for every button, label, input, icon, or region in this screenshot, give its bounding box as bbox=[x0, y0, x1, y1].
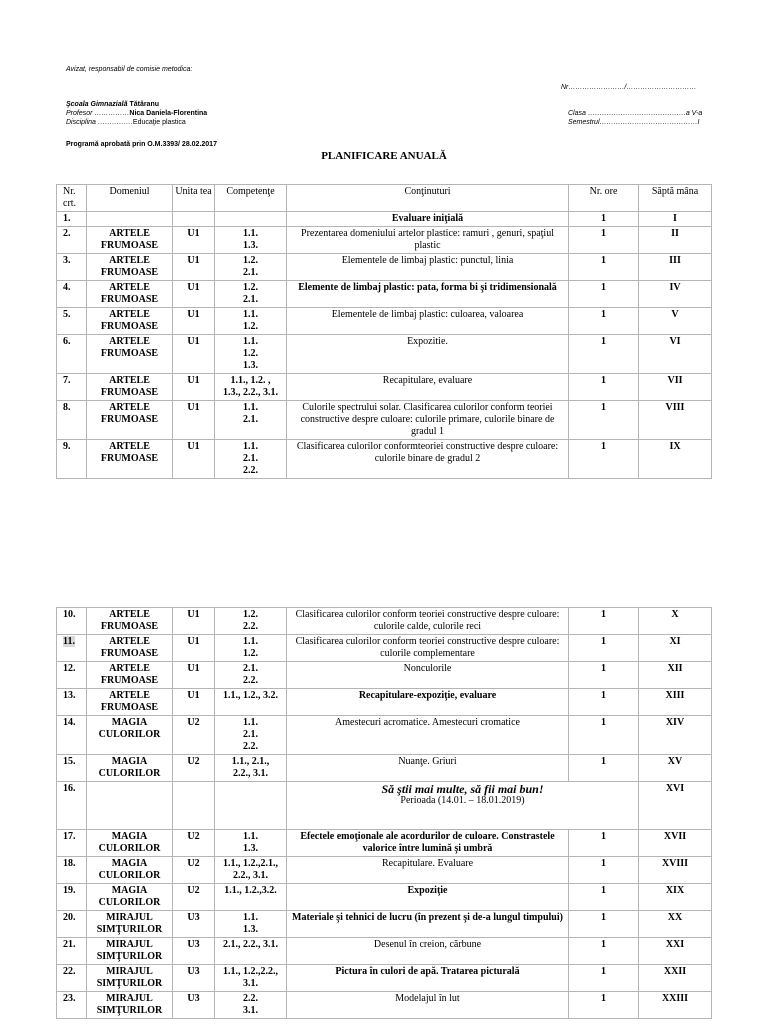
teacher-line bbox=[66, 110, 207, 117]
row-contents: Prezentarea domeniului artelor plastice: ramuri , genuri, spaţiul plastic bbox=[287, 227, 569, 254]
teacher-label: Profesor …………… bbox=[66, 110, 130, 117]
row-domain: MAGIA CULORILOR bbox=[87, 884, 173, 911]
table-row bbox=[57, 440, 712, 479]
row-contents: Expozitie. bbox=[287, 335, 569, 374]
row-domain: ARTELE FRUMOASE bbox=[87, 254, 173, 281]
row-hours: 1 bbox=[569, 635, 639, 662]
row-domain: MIRAJUL SIMŢURILOR bbox=[87, 938, 173, 965]
row-week: XVIII bbox=[639, 857, 712, 884]
row-contents: Recapitulare, evaluare bbox=[287, 374, 569, 401]
semester-line: Semestrul……………………………………I bbox=[568, 119, 700, 126]
row-competences: 1.1. 1.3. bbox=[215, 911, 287, 938]
row-week: VI bbox=[639, 335, 712, 374]
row-week: IV bbox=[639, 281, 712, 308]
planning-table-part1 bbox=[56, 184, 712, 479]
row-number: 16. bbox=[57, 782, 87, 830]
header-unit: Unita tea bbox=[173, 185, 215, 212]
event-title: Să ştii mai multe, să fii mai bun! bbox=[381, 782, 544, 796]
row-contents: Clasificarea culorilor conform teoriei constructive despre culoare: culorile calde, culorile reci bbox=[287, 608, 569, 635]
table-row bbox=[57, 755, 712, 782]
school-line bbox=[66, 101, 159, 108]
row-domain: MIRAJUL SIMŢURILOR bbox=[87, 965, 173, 992]
table-row bbox=[57, 254, 712, 281]
row-number: 5. bbox=[57, 308, 87, 335]
table-body-part1 bbox=[57, 212, 712, 479]
row-number: 3. bbox=[57, 254, 87, 281]
event-period: Perioada (14.01. – 18.01.2019) bbox=[400, 795, 525, 806]
row-hours: 1 bbox=[569, 884, 639, 911]
row-domain: MAGIA CULORILOR bbox=[87, 716, 173, 755]
table-row bbox=[57, 965, 712, 992]
row-domain: MIRAJUL SIMŢURILOR bbox=[87, 992, 173, 1019]
row-unit: U1 bbox=[173, 281, 215, 308]
row-contents: Modelajul în lut bbox=[287, 992, 569, 1019]
row-week: VIII bbox=[639, 401, 712, 440]
row-competences: 1.1., 2.1., 2.2., 3.1. bbox=[215, 755, 287, 782]
table-row bbox=[57, 992, 712, 1019]
row-competences: 2.1., 2.2., 3.1. bbox=[215, 938, 287, 965]
row-week: XIII bbox=[639, 689, 712, 716]
row-week: VII bbox=[639, 374, 712, 401]
table-row bbox=[57, 608, 712, 635]
row-unit: U1 bbox=[173, 335, 215, 374]
row-unit: U2 bbox=[173, 884, 215, 911]
row-competences: 1.1., 1.2.,2.1., 2.2., 3.1. bbox=[215, 857, 287, 884]
row-contents: Nuanţe. Griuri bbox=[287, 755, 569, 782]
row-week: XX bbox=[639, 911, 712, 938]
row-competences: 1.1. 1.3. bbox=[215, 830, 287, 857]
row-hours: 1 bbox=[569, 374, 639, 401]
programme-approval: Programă aprobată prin O.M.3393/ 28.02.2017 bbox=[66, 141, 217, 148]
row-contents: Desenul în creion, cărbune bbox=[287, 938, 569, 965]
row-unit: U1 bbox=[173, 308, 215, 335]
row-number: 13. bbox=[57, 689, 87, 716]
header-contents: Conţinuturi bbox=[287, 185, 569, 212]
row-number: 12. bbox=[57, 662, 87, 689]
discipline-line bbox=[66, 119, 186, 126]
row-week: XXI bbox=[639, 938, 712, 965]
row-competences: 1.1. 2.1. bbox=[215, 401, 287, 440]
row-number: 9. bbox=[57, 440, 87, 479]
row-unit bbox=[173, 212, 215, 227]
row-domain: ARTELE FRUMOASE bbox=[87, 335, 173, 374]
row-competences: 1.1. 1.3. bbox=[215, 227, 287, 254]
row-hours: 1 bbox=[569, 254, 639, 281]
row-domain bbox=[87, 782, 173, 830]
header-competences: Competenţe bbox=[215, 185, 287, 212]
row-hours: 1 bbox=[569, 281, 639, 308]
row-competences: 1.1., 1.2.,3.2. bbox=[215, 884, 287, 911]
row-domain: ARTELE FRUMOASE bbox=[87, 227, 173, 254]
row-unit: U1 bbox=[173, 689, 215, 716]
row-competences: 1.1. 1.2. bbox=[215, 635, 287, 662]
school-label: Şcoala Gimnazială bbox=[66, 101, 128, 108]
discipline-value: Educaţie plastica bbox=[132, 119, 186, 126]
row-week: XVI bbox=[639, 782, 712, 830]
row-unit: U1 bbox=[173, 254, 215, 281]
table-row bbox=[57, 227, 712, 254]
row-unit: U3 bbox=[173, 965, 215, 992]
table-row bbox=[57, 830, 712, 857]
row-unit: U2 bbox=[173, 830, 215, 857]
row-week: XII bbox=[639, 662, 712, 689]
table-row bbox=[57, 938, 712, 965]
row-competences bbox=[215, 782, 287, 830]
discipline-label: Disciplina …………… bbox=[66, 119, 133, 126]
row-hours: 1 bbox=[569, 662, 639, 689]
row-hours: 1 bbox=[569, 857, 639, 884]
row-unit: U2 bbox=[173, 857, 215, 884]
header-hours: Nr. ore bbox=[569, 185, 639, 212]
row-hours: 1 bbox=[569, 830, 639, 857]
row-competences: 1.1., 1.2. , 1.3., 2.2., 3.1. bbox=[215, 374, 287, 401]
row-domain bbox=[87, 212, 173, 227]
row-number: 10. bbox=[57, 608, 87, 635]
row-contents: Expoziţie bbox=[287, 884, 569, 911]
table-row bbox=[57, 401, 712, 440]
row-domain: MAGIA CULORILOR bbox=[87, 857, 173, 884]
header-week: Săptă mâna bbox=[639, 185, 712, 212]
row-unit: U2 bbox=[173, 716, 215, 755]
row-competences: 1.1., 1.2., 3.2. bbox=[215, 689, 287, 716]
row-competences: 1.2. 2.1. bbox=[215, 254, 287, 281]
table-row bbox=[57, 689, 712, 716]
row-domain: ARTELE FRUMOASE bbox=[87, 689, 173, 716]
row-number: 15. bbox=[57, 755, 87, 782]
row-contents: Elementele de limbaj plastic: culoarea, valoarea bbox=[287, 308, 569, 335]
table-row bbox=[57, 281, 712, 308]
row-domain: ARTELE FRUMOASE bbox=[87, 662, 173, 689]
row-unit: U3 bbox=[173, 911, 215, 938]
row-hours: 1 bbox=[569, 965, 639, 992]
header-nr: Nr. crt. bbox=[57, 185, 87, 212]
row-contents: Amestecuri acromatice. Amestecuri cromatice bbox=[287, 716, 569, 755]
row-contents: Recapitulare. Evaluare bbox=[287, 857, 569, 884]
highlighted-number: 11. bbox=[63, 636, 75, 647]
row-hours: 1 bbox=[569, 938, 639, 965]
row-unit: U2 bbox=[173, 755, 215, 782]
row-unit: U1 bbox=[173, 440, 215, 479]
row-unit: U1 bbox=[173, 401, 215, 440]
table-row bbox=[57, 635, 712, 662]
row-domain: ARTELE FRUMOASE bbox=[87, 401, 173, 440]
row-competences: 1.1. 2.1. 2.2. bbox=[215, 440, 287, 479]
row-number: 18. bbox=[57, 857, 87, 884]
row-contents: Recapitulare-expoziţie, evaluare bbox=[287, 689, 569, 716]
school-value: Tătăranu bbox=[129, 101, 159, 108]
row-unit: U3 bbox=[173, 938, 215, 965]
table-row bbox=[57, 857, 712, 884]
row-week: I bbox=[639, 212, 712, 227]
row-competences: 1.2. 2.2. bbox=[215, 608, 287, 635]
row-number: 6. bbox=[57, 335, 87, 374]
row-week: IX bbox=[639, 440, 712, 479]
row-number: 4. bbox=[57, 281, 87, 308]
row-week: XIV bbox=[639, 716, 712, 755]
table-body-part2 bbox=[57, 608, 712, 1019]
special-event-row bbox=[57, 782, 712, 830]
row-competences bbox=[215, 212, 287, 227]
row-hours: 1 bbox=[569, 911, 639, 938]
page-title: PLANIFICARE ANUALĂ bbox=[321, 150, 447, 162]
row-competences: 1.1. 1.2. bbox=[215, 308, 287, 335]
row-week: III bbox=[639, 254, 712, 281]
row-week: XV bbox=[639, 755, 712, 782]
row-domain: MAGIA CULORILOR bbox=[87, 830, 173, 857]
table-row bbox=[57, 662, 712, 689]
avizat-text: Avizat, responsabil de comisie metodica: bbox=[66, 66, 193, 73]
header-domain: Domeniul bbox=[87, 185, 173, 212]
row-contents: Elementele de limbaj plastic: punctul, linia bbox=[287, 254, 569, 281]
row-number: 8. bbox=[57, 401, 87, 440]
row-week: XXIII bbox=[639, 992, 712, 1019]
row-competences: 2.1. 2.2. bbox=[215, 662, 287, 689]
row-week: II bbox=[639, 227, 712, 254]
row-competences: 1.1., 1.2.,2.2., 3.1. bbox=[215, 965, 287, 992]
row-hours: 1 bbox=[569, 992, 639, 1019]
row-week: XVII bbox=[639, 830, 712, 857]
row-hours: 1 bbox=[569, 689, 639, 716]
row-contents: Materiale şi tehnici de lucru (în prezent şi de-a lungul timpului) bbox=[287, 911, 569, 938]
row-hours: 1 bbox=[569, 716, 639, 755]
row-number: 21. bbox=[57, 938, 87, 965]
row-unit: U1 bbox=[173, 227, 215, 254]
row-week: X bbox=[639, 608, 712, 635]
row-hours: 1 bbox=[569, 401, 639, 440]
class-line: Clasa ……………………………………a V-a bbox=[568, 110, 703, 117]
row-competences: 1.1. 1.2. 1.3. bbox=[215, 335, 287, 374]
row-unit: U1 bbox=[173, 608, 215, 635]
row-contents: Nonculorile bbox=[287, 662, 569, 689]
row-hours: 1 bbox=[569, 335, 639, 374]
row-number: 20. bbox=[57, 911, 87, 938]
table-row bbox=[57, 335, 712, 374]
row-number: 17. bbox=[57, 830, 87, 857]
table-row bbox=[57, 911, 712, 938]
table-row bbox=[57, 212, 712, 227]
registration-number: Nr……………………/………………………… bbox=[561, 84, 697, 91]
row-domain: ARTELE FRUMOASE bbox=[87, 440, 173, 479]
row-number: 1. bbox=[57, 212, 87, 227]
table-row bbox=[57, 884, 712, 911]
row-competences: 1.2. 2.1. bbox=[215, 281, 287, 308]
row-number bbox=[57, 635, 87, 662]
row-unit: U1 bbox=[173, 374, 215, 401]
row-week: V bbox=[639, 308, 712, 335]
row-unit: U1 bbox=[173, 635, 215, 662]
row-competences: 1.1. 2.1. 2.2. bbox=[215, 716, 287, 755]
row-domain: MAGIA CULORILOR bbox=[87, 755, 173, 782]
row-competences: 2.2. 3.1. bbox=[215, 992, 287, 1019]
row-domain: ARTELE FRUMOASE bbox=[87, 308, 173, 335]
row-number: 14. bbox=[57, 716, 87, 755]
row-number: 2. bbox=[57, 227, 87, 254]
row-hours: 1 bbox=[569, 308, 639, 335]
table-row bbox=[57, 308, 712, 335]
row-contents: Culorile spectrului solar. Clasificarea culorilor conform teoriei constructive despre culoare: culorile primare, culorile binare de gradul 1 bbox=[287, 401, 569, 440]
row-week: XXII bbox=[639, 965, 712, 992]
row-domain: ARTELE FRUMOASE bbox=[87, 635, 173, 662]
row-hours: 1 bbox=[569, 755, 639, 782]
row-contents: Clasificarea culorilor conform teoriei constructive despre culoare: culorile complementare bbox=[287, 635, 569, 662]
row-number: 22. bbox=[57, 965, 87, 992]
row-contents: Efectele emoţionale ale acordurilor de culoare. Constrastele valorice între lumină şi umbră bbox=[287, 830, 569, 857]
row-week: XIX bbox=[639, 884, 712, 911]
row-number: 23. bbox=[57, 992, 87, 1019]
table-header-row bbox=[57, 185, 712, 212]
row-contents: Clasificarea culorilor conformteoriei constructive despre culoare: culorile binare de gradul 2 bbox=[287, 440, 569, 479]
row-contents: Pictura în culori de apă. Tratarea picturală bbox=[287, 965, 569, 992]
row-domain: ARTELE FRUMOASE bbox=[87, 281, 173, 308]
row-number: 19. bbox=[57, 884, 87, 911]
row-contents: Evaluare iniţială bbox=[287, 212, 569, 227]
table-row bbox=[57, 374, 712, 401]
row-contents: Elemente de limbaj plastic: pata, forma bi şi tridimensională bbox=[287, 281, 569, 308]
row-unit: U1 bbox=[173, 662, 215, 689]
row-domain: ARTELE FRUMOASE bbox=[87, 608, 173, 635]
row-hours: 1 bbox=[569, 227, 639, 254]
row-domain: MIRAJUL SIMŢURILOR bbox=[87, 911, 173, 938]
row-hours: 1 bbox=[569, 440, 639, 479]
row-unit: U3 bbox=[173, 992, 215, 1019]
row-hours: 1 bbox=[569, 212, 639, 227]
row-hours: 1 bbox=[569, 608, 639, 635]
teacher-value: Nica Daniela-Florentina bbox=[129, 110, 208, 117]
row-week: XI bbox=[639, 635, 712, 662]
table-row bbox=[57, 716, 712, 755]
row-domain: ARTELE FRUMOASE bbox=[87, 374, 173, 401]
row-number: 7. bbox=[57, 374, 87, 401]
planning-table-part2 bbox=[56, 607, 712, 1019]
row-unit bbox=[173, 782, 215, 830]
event-cell bbox=[287, 782, 639, 830]
